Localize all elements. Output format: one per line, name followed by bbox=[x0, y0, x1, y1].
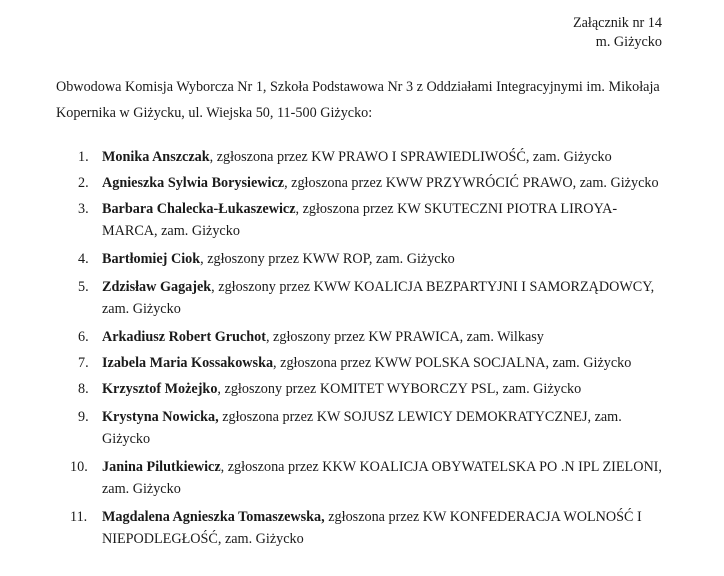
attachment-number: Załącznik nr 14 bbox=[572, 15, 662, 31]
member-details: , zgłoszona przez KW SKUTECZNI PIOTRA LIROYA-MARCA, zam. Giżycko bbox=[102, 201, 618, 239]
commission-description: Obwodowa Komisja Wyborcza Nr 1, Szkoła Podstawowa Nr 3 z Oddziałami Integracyjnymi im. Mikołaja Kopernika w Giżycku, ul. Wiejska 50, 11-500 Giżycko: bbox=[56, 79, 660, 121]
item-number: 7. bbox=[78, 355, 89, 371]
item-number: 8. bbox=[78, 381, 89, 397]
item-number: 11. bbox=[70, 509, 88, 525]
item-number: 4. bbox=[78, 251, 89, 267]
list-item bbox=[0, 248, 724, 270]
item-number: 10. bbox=[70, 459, 88, 475]
item-number: 9. bbox=[78, 409, 89, 425]
list-item bbox=[0, 276, 724, 320]
list-item bbox=[0, 352, 724, 374]
member-name: Monika Anszczak bbox=[102, 149, 210, 165]
list-item bbox=[0, 172, 724, 194]
member-details: zgłoszona przez KW KONFEDERACJA WOLNOŚĆ I NIEPODLEGŁOŚĆ, zam. Giżycko bbox=[102, 509, 642, 547]
member-name: Zdzisław Gagajek bbox=[102, 279, 212, 295]
list-item bbox=[0, 198, 724, 242]
member-name: Barbara Chalecka-Łukaszewicz bbox=[102, 201, 296, 217]
member-details: , zgłoszona przez KWW POLSKA SOCJALNA, zam. Giżycko bbox=[273, 355, 632, 371]
member-name: Krzysztof Możejko bbox=[102, 381, 218, 397]
attachment-header bbox=[573, 14, 662, 52]
attachment-city: m. Giżycko bbox=[595, 34, 662, 50]
list-item bbox=[0, 506, 724, 550]
member-name: Agnieszka Sylwia Borysiewicz bbox=[102, 175, 285, 191]
member-details: , zgłoszona przez KKW KOALICJA OBYWATELSKA PO .N IPL ZIELONI, zam. Giżycko bbox=[102, 459, 662, 497]
item-number: 2. bbox=[78, 175, 89, 191]
member-details: , zgłoszony przez KWW KOALICJA BEZPARTYJNI I SAMORZĄDOWCY, zam. Giżycko bbox=[102, 279, 655, 317]
item-number: 1. bbox=[78, 149, 89, 165]
member-details: , zgłoszona przez KWW PRZYWRÓCIĆ PRAWO, zam. Giżycko bbox=[284, 175, 659, 191]
list-item bbox=[0, 456, 724, 500]
member-details: , zgłoszona przez KW PRAWO I SPRAWIEDLIWOŚĆ, zam. Giżycko bbox=[209, 149, 612, 165]
list-item bbox=[0, 146, 724, 168]
member-name: Bartłomiej Ciok bbox=[102, 251, 201, 267]
member-details: , zgłoszony przez KWW ROP, zam. Giżycko bbox=[200, 251, 455, 267]
member-name: Krystyna Nowicka, bbox=[102, 409, 219, 425]
member-details: , zgłoszony przez KW PRAWICA, zam. Wilkasy bbox=[265, 329, 544, 345]
member-name: Izabela Maria Kossakowska bbox=[102, 355, 274, 371]
member-name: Magdalena Agnieszka Tomaszewska, bbox=[102, 509, 325, 525]
list-item bbox=[0, 326, 724, 348]
member-name: Arkadiusz Robert Gruchot bbox=[102, 329, 266, 345]
member-details: zgłoszona przez KW SOJUSZ LEWICY DEMOKRATYCZNEJ, zam. Giżycko bbox=[102, 409, 622, 447]
item-number: 5. bbox=[78, 279, 89, 295]
item-number: 6. bbox=[78, 329, 89, 345]
item-number: 3. bbox=[78, 201, 89, 217]
member-list bbox=[0, 146, 724, 556]
list-item bbox=[0, 406, 724, 450]
member-details: , zgłoszony przez KOMITET WYBORCZY PSL, zam. Giżycko bbox=[217, 381, 582, 397]
list-item bbox=[0, 378, 724, 400]
member-name: Janina Pilutkiewicz bbox=[102, 459, 221, 475]
